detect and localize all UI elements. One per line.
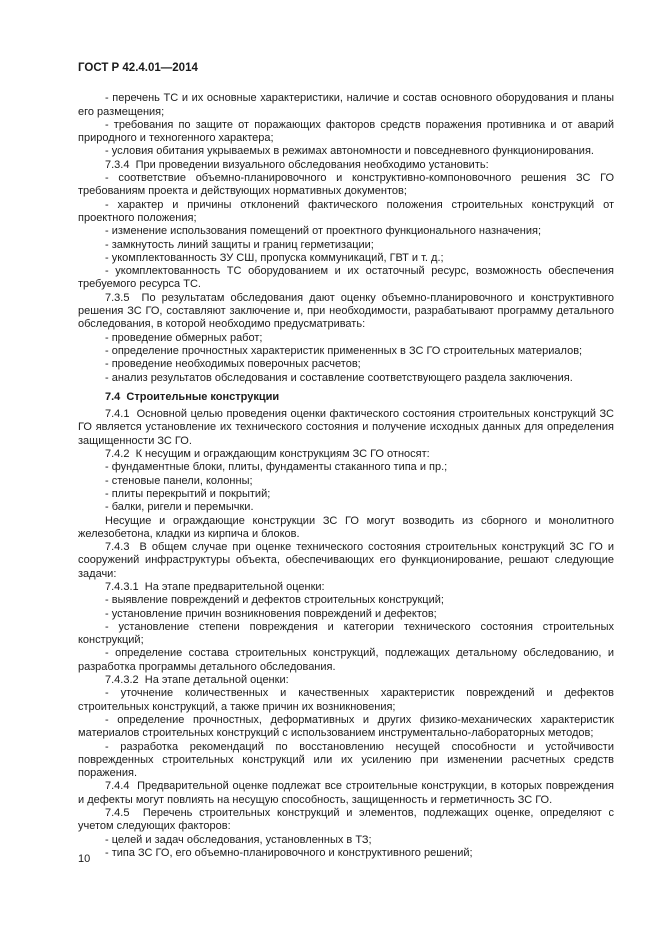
list-item: - перечень ТС и их основные характеристики, наличие и состав основного оборудования и планы его размещения; <box>78 92 614 118</box>
list-item: - балки, ригели и перемычки. <box>105 501 254 514</box>
list-item: - целей и задач обследования, установленных в ТЗ; <box>105 833 372 846</box>
list-item: - выявление повреждений и дефектов строительных конструкций; <box>105 594 444 607</box>
paragraph: 7.4.2 К несущим и ограждающим конструкциям ЗС ГО относят: <box>105 448 430 461</box>
list-item: - типа ЗС ГО, его объемно-планировочного и конструктивного решений; <box>105 846 473 859</box>
list-item: - определение состава строительных конструкций, подлежащих детальному обследованию, и разработка программы детального обследования. <box>78 647 614 673</box>
paragraph: 7.4.3 В общем случае при оценке технического состояния строительных конструкций ЗС ГО и сооружений инфраструктуры объекта, обеспечивающих его функционирование, решают следующие задачи: <box>78 541 614 580</box>
paragraph: 7.4.4 Предварительной оценке подлежат все строительные конструкции, в которых повреждения и дефекты могут повлиять на несущую способность, защищенность и герметичность ЗС ГО. <box>78 780 614 806</box>
paragraph: 7.3.5 По результатам обследования дают оценку объемно-планировочного и конструктивного решения ЗС ГО, составляют заключение и, при необходимости, разрабатывают программу детального обследования, в которой необходимо предусматривать: <box>78 291 614 331</box>
list-item: - соответствие объемно-планировочного и конструктивно-компоновочного решения ЗС ГО требованиям проекта и действующих нормативных документов; <box>78 172 614 198</box>
paragraph: 7.3.4 При проведении визуального обследования необходимо установить: <box>105 158 489 171</box>
section-heading: 7.4 Строительные конструкции <box>105 390 280 403</box>
list-item: - разработка рекомендаций по восстановлению несущей способности и устойчивости поврежденных строительных конструкций или их усилению при изменении расчетных средств поражения. <box>78 740 614 780</box>
list-item: - замкнутость линий защиты и границ герметизации; <box>105 238 374 251</box>
paragraph: 7.4.5 Перечень строительных конструкций и элементов, подлежащих оценке, определяют с учетом следующих факторов: <box>78 807 614 833</box>
page-number: 10 <box>78 853 91 865</box>
list-item: - установление степени повреждения и категории технического состояния строительных конструкций; <box>78 620 614 647</box>
list-item: - условия обитания укрываемых в режимах автономности и повседневного функционирования. <box>105 145 594 158</box>
paragraph: 7.4.3.2 На этапе детальной оценки: <box>105 674 289 687</box>
paragraph: 7.4.1 Основной целью проведения оценки фактического состояния строительных конструкций ЗС ГО является установление их технического состояния и получение исходных данных для определения защищенности ЗС ГО. <box>78 408 614 447</box>
paragraph: Несущие и ограждающие конструкции ЗС ГО могут возводить из сборного и монолитного железобетона, кладки из кирпича и блоков. <box>78 514 614 540</box>
paragraph: 7.4.3.1 На этапе предварительной оценки: <box>105 580 325 593</box>
list-item: - проведение обмерных работ; <box>105 331 263 344</box>
list-item: - установление причин возникновения повреждений и дефектов; <box>105 607 437 620</box>
list-item: - укомплектованность ЗУ СШ, пропуска коммуникаций, ГВТ и т. д.; <box>105 251 444 264</box>
list-item: - определение прочностных, деформативных и других физико-механических характеристик материалов строительных конструкций с использованием инструментально-лабораторных методов; <box>78 713 614 740</box>
document-header: ГОСТ Р 42.4.01—2014 <box>78 62 198 74</box>
list-item: - плиты перекрытий и покрытий; <box>105 487 271 500</box>
list-item: - стеновые панели, колонны; <box>105 474 253 487</box>
list-item: - изменение использования помещений от проектного функционального назначения; <box>105 225 542 238</box>
list-item: - уточнение количественных и качественных характеристик повреждений и дефектов строительных конструкций, а также причин их возникновения; <box>78 687 614 713</box>
list-item: - укомплектованность ТС оборудованием и их остаточный ресурс, возможность обеспечения требуемого ресурса ТС. <box>78 265 614 291</box>
list-item: - фундаментные блоки, плиты, фундаменты стаканного типа и пр.; <box>105 461 448 474</box>
document-body <box>78 92 614 860</box>
list-item: - требования по защите от поражающих факторов средств поражения противника и от аварий природного и техногенного характера; <box>78 118 614 145</box>
list-item: - проведение необходимых поверочных расчетов; <box>105 358 361 371</box>
list-item: - анализ результатов обследования и составление соответствующего раздела заключения. <box>105 371 573 384</box>
list-item: - определение прочностных характеристик примененных в ЗС ГО строительных материалов; <box>105 344 583 357</box>
list-item: - характер и причины отклонений фактического положения строительных конструкций от проектного положения; <box>78 198 614 224</box>
